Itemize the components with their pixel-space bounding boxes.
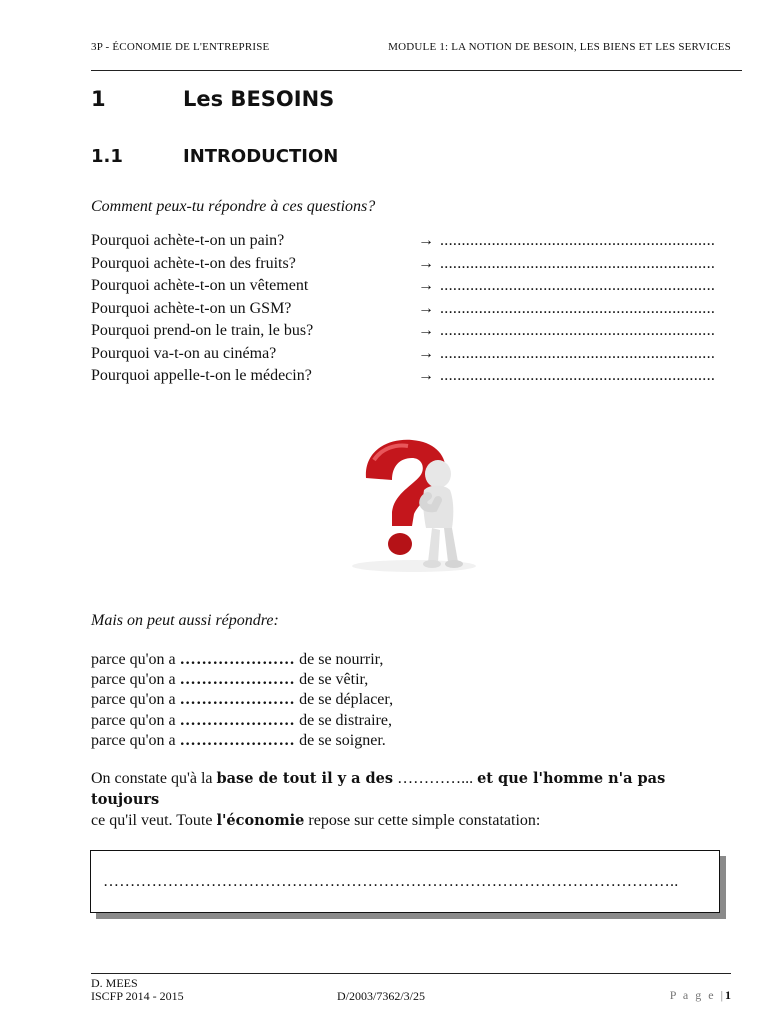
reason-row	[91, 731, 393, 751]
question-row	[91, 298, 731, 321]
thinking-figure-image	[334, 430, 488, 575]
constat-text: On constate qu'à la	[91, 770, 217, 787]
arrow-icon: →	[418, 322, 434, 339]
heading-2-number: 1.1	[91, 146, 123, 167]
mais-text: Mais on peut aussi répondre:	[91, 612, 279, 629]
footer-divider	[91, 973, 731, 974]
intro-question: Comment peux-tu répondre à ces questions?	[91, 198, 376, 215]
heading-1	[91, 87, 334, 111]
reason-row	[91, 670, 393, 690]
reason-text: de se vêtir,	[299, 671, 369, 689]
constat-bold: base de tout il y a des	[216, 770, 394, 787]
reason-blank: …………………	[179, 671, 296, 689]
reason-prefix: parce qu'on a	[91, 731, 176, 749]
arrow-icon: →	[418, 254, 434, 272]
page-label: P a g e |	[669, 988, 725, 1002]
page-number: 1	[725, 988, 731, 1002]
question-row	[91, 365, 731, 388]
reason-row	[91, 690, 393, 710]
reason-blank: …………………	[179, 651, 296, 668]
constat-text: ce qu'il veut. Toute	[91, 812, 217, 829]
header-right: MODULE 1: LA NOTION DE BESOIN, LES BIENS ET LES SERVICES	[388, 41, 731, 53]
reason-text: de se soigner.	[299, 731, 386, 749]
answer-blank: ................................................................	[440, 322, 716, 339]
question-text: Pourquoi achète-t-on un pain?	[91, 232, 285, 249]
footer-school: ISCFP 2014 - 2015	[91, 989, 184, 1003]
heading-1-number: 1	[91, 87, 106, 111]
constat-bold: et que l'homme n'a pas toujours	[91, 770, 666, 808]
question-text: Pourquoi appelle-t-on le médecin?	[91, 367, 312, 384]
answer-box-dots: ……………………………………………………………………………………………..	[103, 873, 679, 890]
question-text: Pourquoi achète-t-on un vêtement	[91, 277, 309, 294]
arrow-icon: →	[418, 299, 434, 317]
answer-box	[90, 850, 720, 913]
footer-reference: D/2003/7362/3/25	[337, 989, 426, 1003]
question-row	[91, 275, 731, 298]
answer-blank: ................................................................	[440, 254, 716, 272]
question-text: Pourquoi prend-on le train, le bus?	[91, 322, 314, 339]
reason-blank: …………………	[179, 691, 296, 709]
reason-list	[91, 650, 393, 751]
answer-blank: ................................................................	[440, 299, 716, 317]
reason-text: de se nourrir,	[299, 651, 384, 668]
heading-2-title: INTRODUCTION	[183, 146, 339, 167]
reason-prefix: parce qu'on a	[91, 691, 176, 709]
question-text: Pourquoi va-t-on au cinéma?	[91, 344, 277, 362]
header-divider	[91, 70, 742, 71]
answer-blank: ................................................................	[440, 367, 716, 384]
constat-bold: l'économie	[216, 812, 305, 829]
reason-blank: …………………	[179, 731, 296, 749]
question-mark-person-icon	[334, 430, 488, 575]
reason-text: de se distraire,	[299, 711, 392, 729]
constat-blank: …………...	[393, 770, 478, 787]
footer-page	[670, 988, 731, 1003]
reason-text: de se déplacer,	[299, 691, 394, 709]
question-list	[91, 230, 731, 388]
reason-prefix: parce qu'on a	[91, 651, 176, 668]
reason-blank: …………………	[179, 711, 296, 729]
question-row	[91, 230, 731, 253]
arrow-icon: →	[418, 367, 434, 384]
question-row	[91, 320, 731, 343]
arrow-icon: →	[418, 277, 434, 294]
constat-paragraph	[91, 768, 731, 831]
answer-blank: ................................................................	[440, 344, 716, 362]
reason-row	[91, 650, 393, 670]
heading-1-title: Les BESOINS	[183, 87, 335, 111]
answer-blank: ................................................................	[440, 232, 716, 249]
question-row	[91, 343, 731, 366]
question-text: Pourquoi achète-t-on un GSM?	[91, 299, 292, 317]
header-left: 3P - ÉCONOMIE DE L'ENTREPRISE	[91, 41, 270, 53]
footer-author: D. MEES	[91, 976, 138, 990]
arrow-icon: →	[418, 232, 434, 249]
reason-prefix: parce qu'on a	[91, 671, 176, 689]
reason-prefix: parce qu'on a	[91, 711, 176, 729]
question-text: Pourquoi achète-t-on des fruits?	[91, 254, 296, 272]
arrow-icon: →	[418, 344, 434, 362]
reason-row	[91, 711, 393, 731]
question-row	[91, 253, 731, 276]
heading-2	[91, 146, 338, 167]
constat-text: repose sur cette simple constatation:	[304, 812, 541, 829]
answer-blank: ................................................................	[440, 277, 716, 294]
